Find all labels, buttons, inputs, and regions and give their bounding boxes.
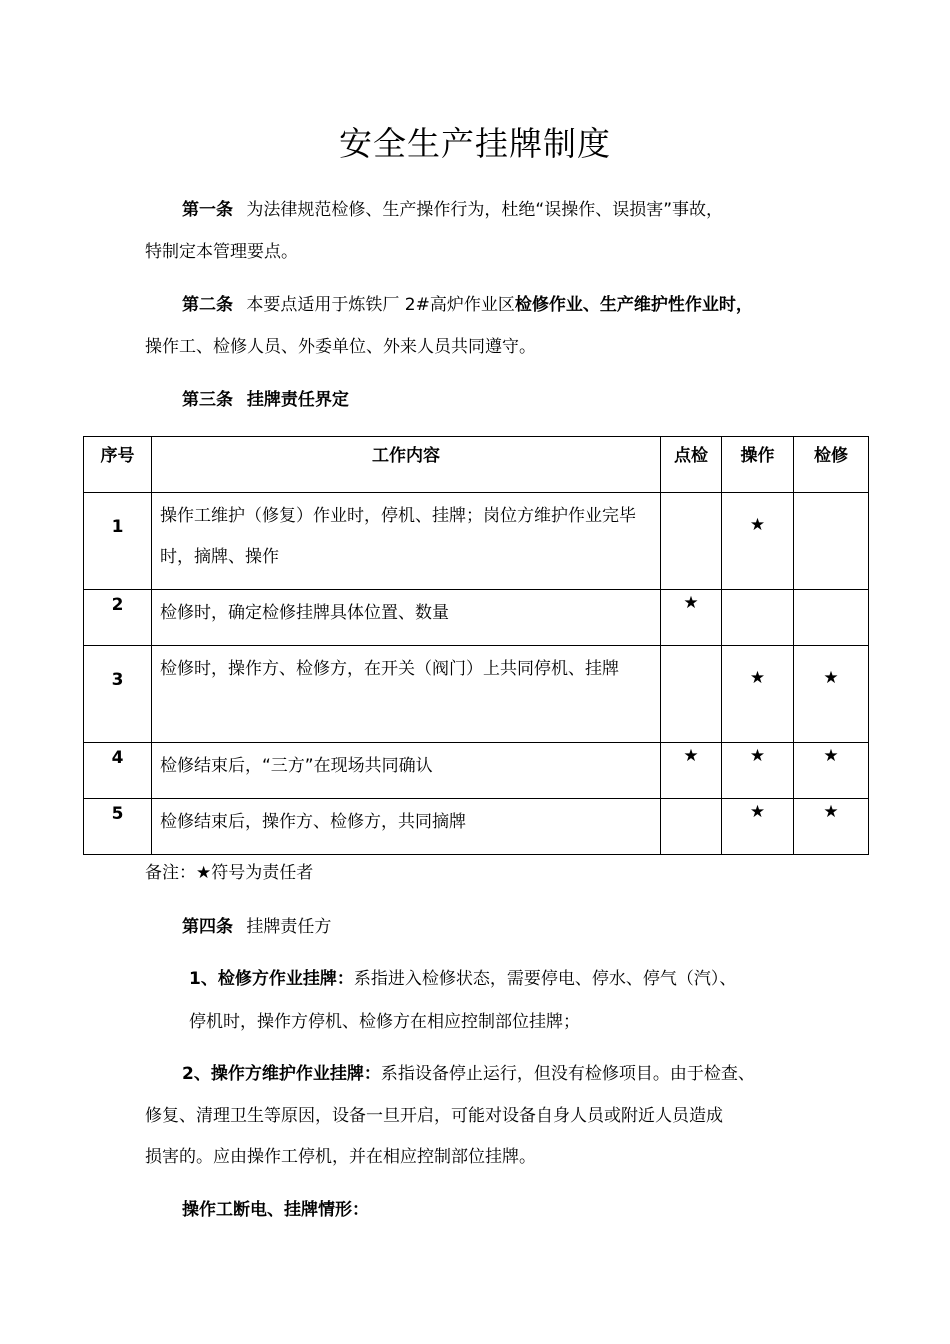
article-2-line-1 (182, 290, 753, 315)
article-4-head: 第四条 (182, 917, 233, 937)
responsibility-table (83, 436, 869, 855)
article-1-text: 为法律规范检修、生产操作行为，杜绝“误操作、误损害”事故， (246, 200, 724, 220)
row-number: 1 (111, 517, 124, 537)
table-row (84, 743, 869, 799)
star-mark: ★ (749, 746, 766, 766)
row-number: 5 (111, 804, 124, 824)
row-content: 检修时，确定检修挂牌具体位置、数量 (152, 590, 661, 646)
article-2-bold-text: 检修作业、生产维护性作业时， (514, 295, 753, 315)
article-4-heading (182, 912, 331, 937)
table-row (84, 493, 869, 590)
row-content: 检修结束后，“三方”在现场共同确认 (152, 743, 661, 799)
item-2-line-2: 修复、清理卫生等原因，设备一旦开启，可能对设备自身人员或附近人员造成 (145, 1106, 723, 1126)
star-mark: ★ (749, 802, 766, 822)
table-row (84, 799, 869, 855)
row-content: 检修结束后，操作方、检修方，共同摘牌 (152, 799, 661, 855)
row-number: 4 (111, 748, 124, 768)
article-4-title: 挂牌责任方 (246, 917, 332, 937)
table-row (84, 646, 869, 743)
star-mark: ★ (683, 593, 699, 613)
item-2-head: 2、操作方维护作业挂牌： (182, 1064, 381, 1084)
item-2-line-3: 损害的。应由操作工停机，并在相应控制部位挂牌。 (145, 1147, 536, 1167)
section-heading: 操作工断电、挂牌情形： (182, 1200, 369, 1220)
row-number: 2 (111, 595, 124, 615)
star-mark: ★ (823, 668, 839, 688)
item-1-head: 1、检修方作业挂牌： (189, 969, 354, 989)
row-content: 操作工维护（修复）作业时，停机、挂牌；岗位方维护作业完毕时，摘牌、操作 (152, 493, 661, 590)
item-2-line-1 (182, 1059, 755, 1084)
star-mark: ★ (823, 746, 839, 766)
star-mark: ★ (749, 515, 766, 535)
item-1-line-2: 停机时，操作方停机、检修方在相应控制部位挂牌； (189, 1012, 580, 1032)
article-3-title: 挂牌责任界定 (246, 390, 349, 410)
header-number: 序号 (84, 437, 152, 493)
table-note: 备注：★符号为责任者 (145, 863, 314, 883)
article-1-head: 第一条 (182, 200, 233, 220)
page-title: 安全生产挂牌制度 (339, 124, 611, 163)
row-content: 检修时，操作方、检修方，在开关（阀门）上共同停机、挂牌 (152, 646, 661, 743)
article-2-text: 本要点适用于炼铁厂 2#高炉作业区 (246, 295, 515, 315)
item-1-line-1 (189, 964, 736, 989)
star-mark: ★ (823, 802, 839, 822)
header-content: 工作内容 (152, 437, 661, 493)
article-2-head: 第二条 (182, 295, 233, 315)
item-2-text: 系指设备停止运行，但没有检修项目。由于检查、 (380, 1064, 755, 1084)
header-maintenance: 检修 (794, 437, 869, 493)
article-1-line-1 (182, 195, 723, 220)
table-row (84, 590, 869, 646)
article-1-line-2: 特制定本管理要点。 (145, 242, 298, 262)
star-mark: ★ (683, 746, 699, 766)
article-3-heading (182, 385, 349, 410)
item-1-text: 系指进入检修状态，需要停电、停水、停气（汽）、 (353, 969, 737, 989)
row-number: 3 (111, 670, 124, 690)
header-operation: 操作 (722, 437, 794, 493)
star-mark: ★ (749, 668, 766, 688)
table-header-row (84, 437, 869, 493)
header-inspection: 点检 (661, 437, 722, 493)
article-2-line-2: 操作工、检修人员、外委单位、外来人员共同遵守。 (145, 337, 536, 357)
article-3-head: 第三条 (182, 390, 233, 410)
